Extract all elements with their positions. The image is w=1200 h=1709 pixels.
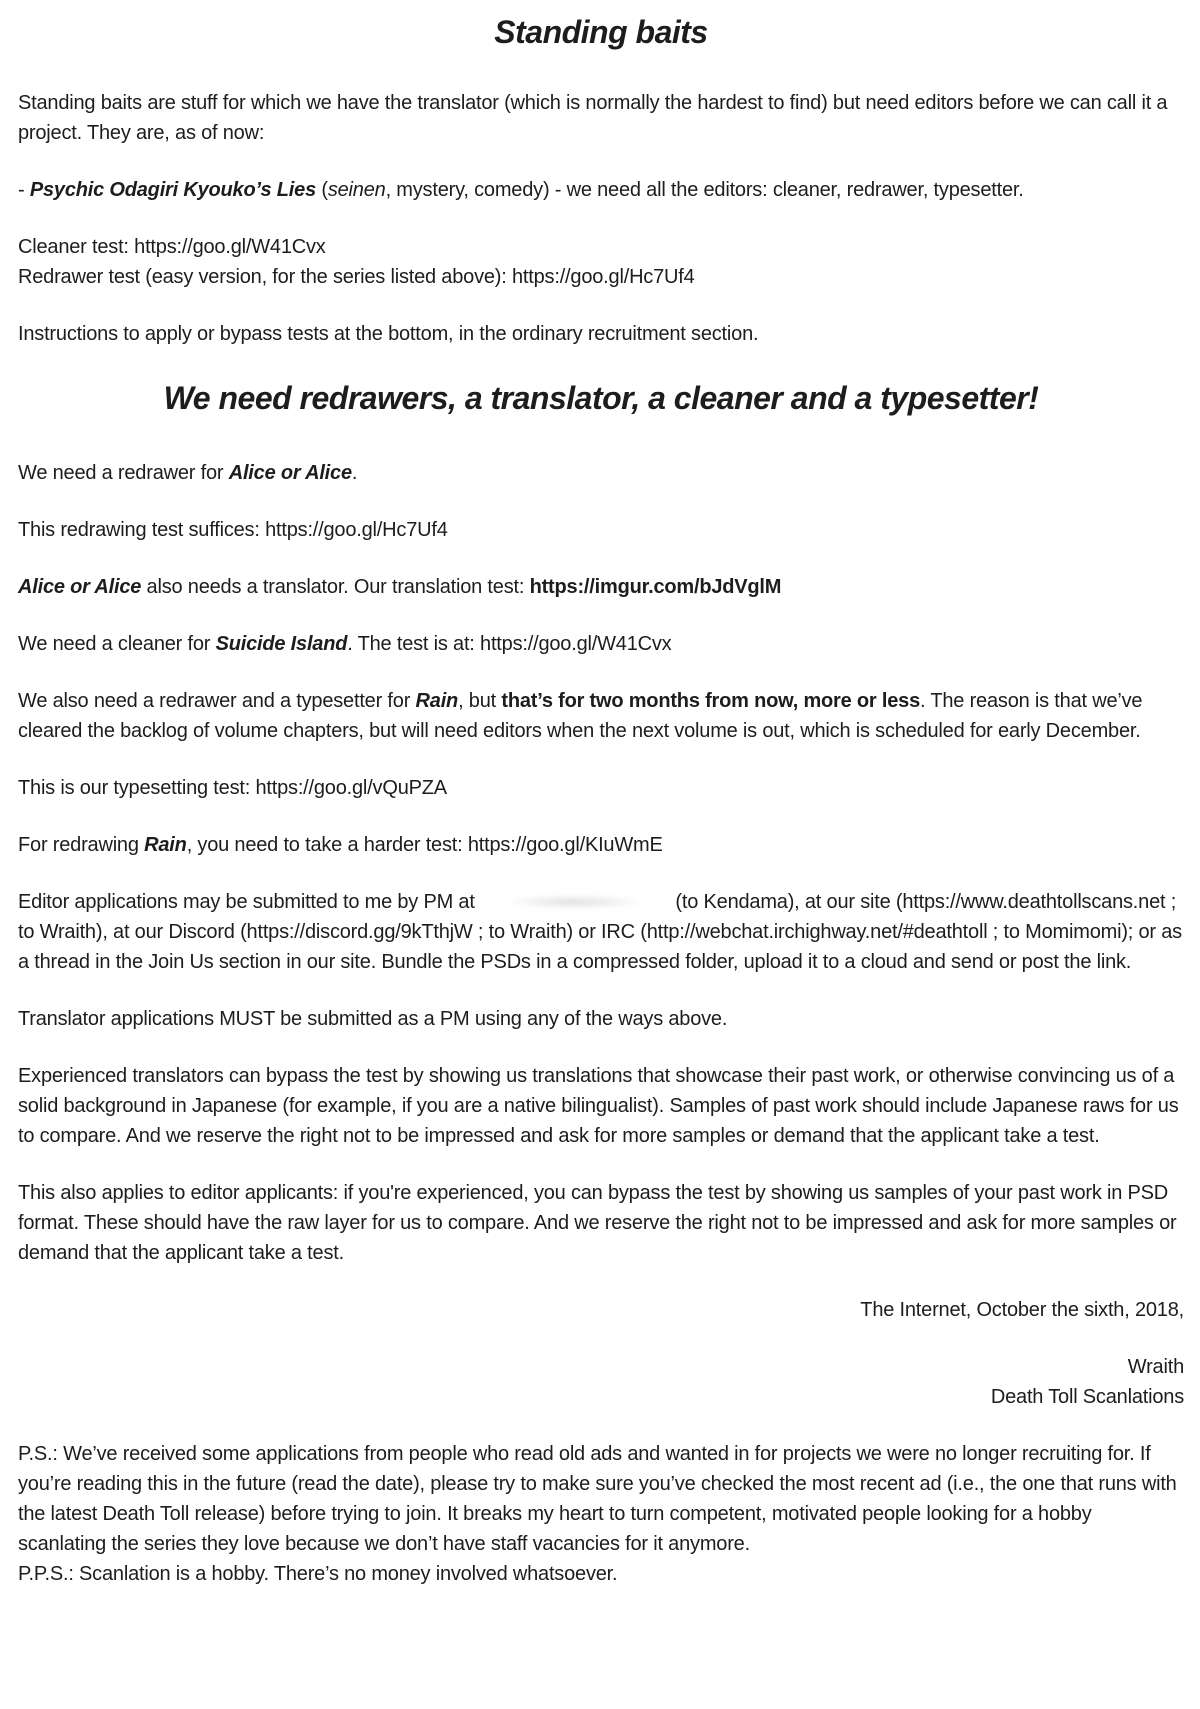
section-heading bbox=[18, 376, 1184, 420]
editor-bypass-paragraph bbox=[18, 1178, 1184, 1268]
text-run: Editor applications may be submitted to me by PM at bbox=[18, 891, 481, 913]
text-run: ; to Wraith), at our Discord ( bbox=[18, 891, 1177, 943]
text-run: Wraith bbox=[1127, 1356, 1184, 1378]
text-run: P.P.S.: Scanlation is a hobby. There’s no money involved whatsoever. bbox=[18, 1563, 618, 1585]
text-run: Experienced translators can bypass the test by showing us translations that showcase their past work, or otherwise convincing us of a solid background in Japanese (for example, if you are a native bilingualist). Samples of past work should include Japanese raws for us to compare. And we reserve the right not to be impressed and ask for more samples or demand that the applicant take a test. bbox=[18, 1065, 1179, 1147]
text-run: Rain bbox=[144, 834, 187, 856]
text-run: Rain bbox=[415, 690, 459, 712]
text-run: seinen bbox=[327, 179, 386, 201]
url-text: https://goo.gl/Hc7Uf4 bbox=[511, 266, 695, 288]
text-run: ; to Wraith) or IRC ( bbox=[472, 921, 647, 943]
text-run: Instructions to apply or bypass tests at the bottom, in the ordinary recruitment section. bbox=[18, 323, 759, 345]
rain-need-paragraph bbox=[18, 686, 1184, 746]
text-run: , you need to take a harder test: bbox=[186, 834, 468, 856]
url-text: https://goo.gl/vQuPZA bbox=[255, 777, 447, 799]
text-run: This is our typesetting test: bbox=[18, 777, 256, 799]
typesetting-test-paragraph bbox=[18, 773, 1184, 803]
text-run: We need a cleaner for bbox=[18, 633, 216, 655]
text-run: , but bbox=[458, 690, 502, 712]
text-run: . The test is at: bbox=[347, 633, 481, 655]
text-run: We also need a redrawer and a typesetter for bbox=[18, 690, 416, 712]
translator-bypass-paragraph bbox=[18, 1061, 1184, 1151]
text-run: Standing baits are stuff for which we have the translator (which is normally the hardest to find) but need editors before we can call it a project. They are, as of now: bbox=[18, 92, 1168, 144]
text-run: that’s for two months from now, more or less bbox=[501, 690, 921, 712]
redrawing-test-paragraph bbox=[18, 515, 1184, 545]
text-run: also needs a translator. Our translation test: bbox=[141, 576, 530, 598]
redrawer-need-paragraph bbox=[18, 458, 1184, 488]
text-run: Alice or Alice bbox=[18, 576, 142, 598]
text-run: For redrawing bbox=[18, 834, 145, 856]
editor-applications-paragraph bbox=[18, 887, 1184, 977]
test-links-paragraph bbox=[18, 232, 1184, 292]
series-bullet-paragraph bbox=[18, 175, 1184, 205]
text-run: ; to Momimomi); or as a thread in the Join Us section in our site. Bundle the PSDs in a compressed folder, upload it to a cloud and send or post the link. bbox=[18, 921, 1182, 973]
translator-need-paragraph bbox=[18, 572, 1184, 602]
text-run: Redrawer test (easy version, for the series listed above): bbox=[18, 266, 512, 288]
text-run: - bbox=[18, 179, 30, 201]
redacted-username bbox=[480, 892, 670, 912]
text-run: This also applies to editor applicants: if you're experienced, you can bypass the test by showing us samples of your past work in PSD format. These should have the raw layer for us to compare. And we reserve the right not to be impressed and ask for more samples or demand that the applicant take a test. bbox=[18, 1182, 1177, 1264]
text-run: Suicide Island bbox=[215, 633, 348, 655]
text-run: Psychic Odagiri Kyouko’s Lies bbox=[29, 179, 316, 201]
translator-applications-paragraph bbox=[18, 1004, 1184, 1034]
text-run: We need a redrawer for bbox=[18, 462, 229, 484]
text-run: Standing baits bbox=[494, 14, 708, 50]
text-run: Alice or Alice bbox=[228, 462, 352, 484]
text-run: . bbox=[351, 462, 358, 484]
text-run: Cleaner test: bbox=[18, 236, 135, 258]
url-text: https://goo.gl/W41Cvx bbox=[134, 236, 326, 258]
url-text: https://goo.gl/KIuWmE bbox=[467, 834, 663, 856]
url-text: http://webchat.irchighway.net/#deathtoll bbox=[646, 921, 988, 943]
document-title bbox=[18, 12, 1184, 52]
text-run: We need redrawers, a translator, a cleaner and a typesetter! bbox=[163, 380, 1039, 416]
url-text: https://imgur.com/bJdVglM bbox=[529, 576, 782, 598]
text-run: (to Kendama), at our site ( bbox=[670, 891, 903, 913]
url-text: https://www.deathtollscans.net bbox=[902, 891, 1166, 913]
text-run: ( bbox=[316, 179, 328, 201]
instructions-paragraph bbox=[18, 319, 1184, 349]
text-run: Translator applications MUST be submitted as a PM using any of the ways above. bbox=[18, 1008, 728, 1030]
text-run: . The reason is that we’ve cleared the backlog of volume chapters, but will need editors when the next volume is out, which is scheduled for early December. bbox=[18, 690, 1143, 742]
text-run: Death Toll Scanlations bbox=[990, 1386, 1184, 1408]
url-text: https://goo.gl/W41Cvx bbox=[480, 633, 672, 655]
text-run: , mystery, comedy) - we need all the editors: cleaner, redrawer, typesetter. bbox=[385, 179, 1024, 201]
text-run: The Internet, October the sixth, 2018, bbox=[860, 1299, 1184, 1321]
url-text: https://goo.gl/Hc7Uf4 bbox=[265, 519, 448, 541]
text-run: This redrawing test suffices: bbox=[18, 519, 266, 541]
text-run: P.S.: We’ve received some applications from people who read old ads and wanted in for projects we were no longer recruiting for. If you’re reading this in the future (read the date), please try to make sure you’ve checked the most recent ad (i.e., the one that runs with the latest Death Toll release) before trying to join. It breaks my heart to turn competent, motivated people looking for a hobby scanlating the series they love because we don’t have staff vacancies for it anymore. bbox=[18, 1443, 1177, 1555]
postscript-paragraph bbox=[18, 1439, 1184, 1589]
dateline bbox=[18, 1295, 1184, 1325]
url-text: https://discord.gg/9kTthjW bbox=[246, 921, 473, 943]
cleaner-need-paragraph bbox=[18, 629, 1184, 659]
signature-block bbox=[18, 1352, 1184, 1412]
intro-paragraph bbox=[18, 88, 1184, 148]
rain-redrawing-test-paragraph bbox=[18, 830, 1184, 860]
